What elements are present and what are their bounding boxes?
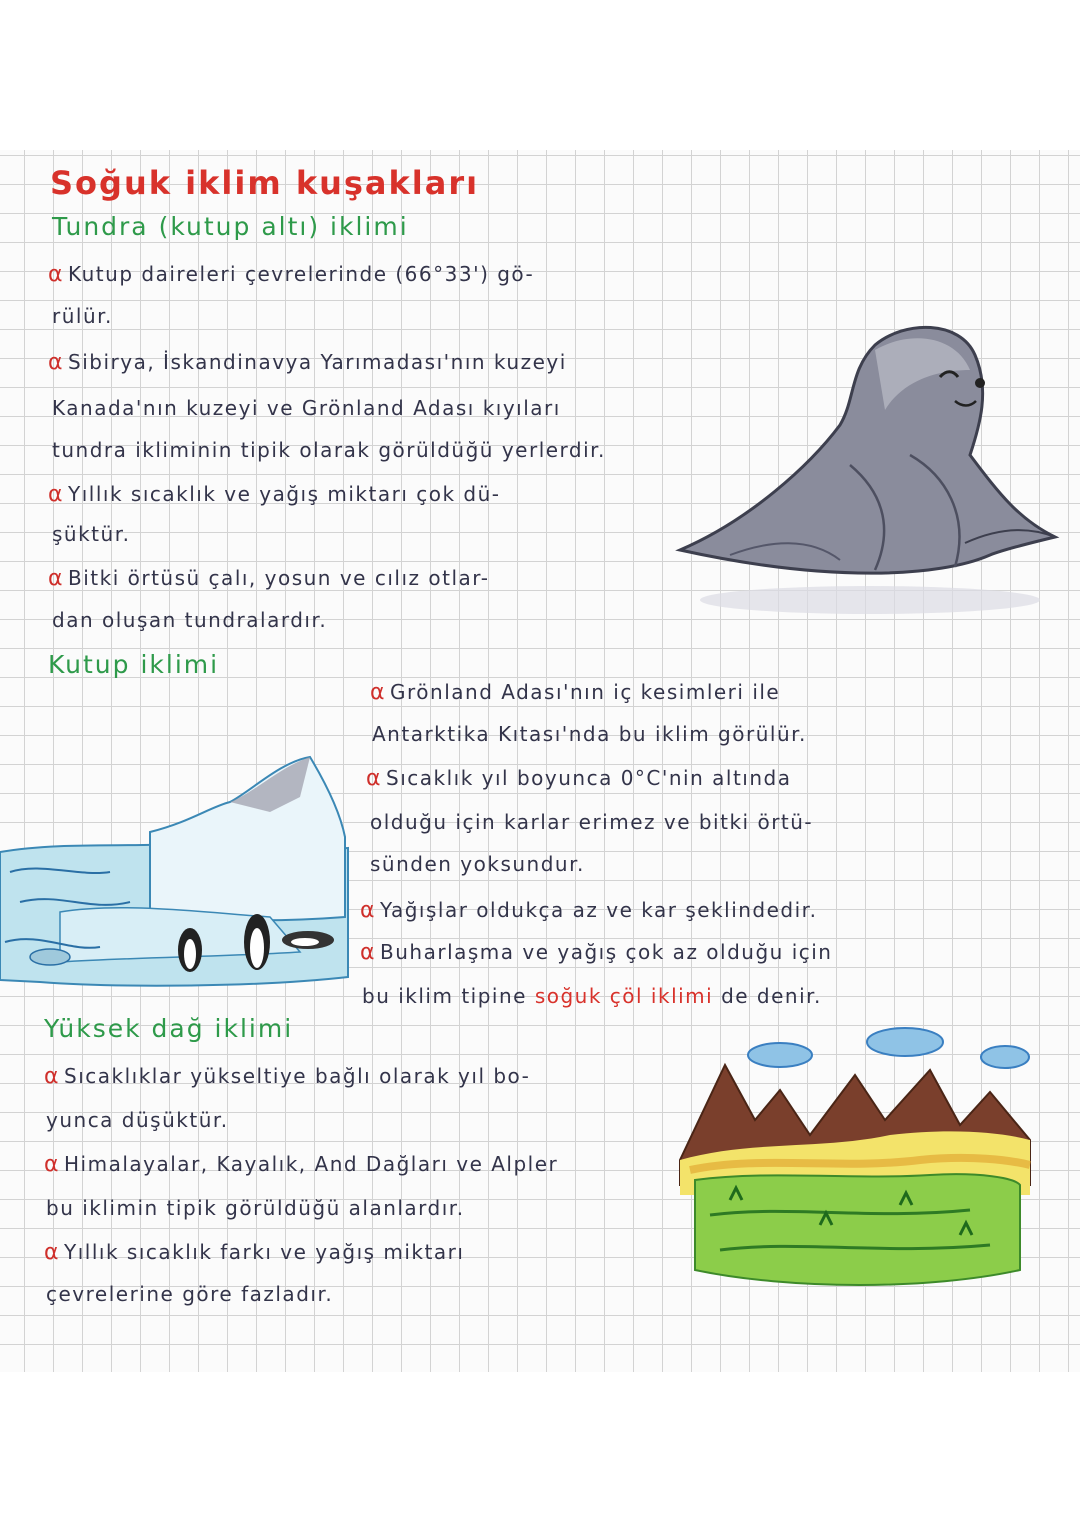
- tundra-line: rülür.: [52, 304, 113, 328]
- tundra-line: dan oluşan tundralardır.: [52, 608, 328, 632]
- penguin-icon: [178, 928, 202, 972]
- iceberg-penguins-drawing: [0, 752, 350, 992]
- cloud-icon: [748, 1043, 812, 1067]
- bullet-icon: α: [48, 262, 65, 287]
- seal-icon: [282, 931, 334, 949]
- kutup-line: α Grönland Adası'nın iç kesimleri ile: [370, 680, 781, 705]
- cloud-icon: [981, 1046, 1029, 1068]
- kutup-line: α Buharlaşma ve yağış çok az olduğu için: [360, 940, 833, 965]
- tundra-line: Kanada'nın kuzeyi ve Grönland Adası kıyıları: [52, 396, 561, 420]
- tundra-line: α Bitki örtüsü çalı, yosun ve cılız otlar-: [48, 566, 490, 591]
- bullet-icon: α: [48, 482, 65, 507]
- kutup-line: olduğu için karlar erimez ve bitki örtü-: [370, 810, 814, 834]
- kutup-heading: Kutup iklimi: [48, 650, 220, 679]
- dag-line: çevrelerine göre fazladır.: [46, 1282, 334, 1306]
- bullet-icon: α: [44, 1064, 61, 1089]
- penguin-icon: [244, 914, 270, 970]
- dag-line: bu iklimin tipik görüldüğü alanlardır.: [46, 1196, 465, 1220]
- dag-heading: Yüksek dağ iklimi: [44, 1014, 294, 1043]
- dag-line: α Himalayalar, Kayalık, And Dağları ve Alpler: [44, 1152, 559, 1177]
- cloud-icon: [867, 1028, 943, 1056]
- tundra-line: şüktür.: [52, 522, 131, 546]
- dag-line: α Yıllık sıcaklık farkı ve yağış miktarı: [44, 1240, 465, 1265]
- highlight-term: soğuk çöl iklimi: [534, 984, 714, 1008]
- mountains-drawing: [670, 1020, 1040, 1310]
- kutup-line: α Yağışlar oldukça az ve kar şeklindedir.: [360, 898, 818, 923]
- bullet-icon: α: [370, 680, 387, 705]
- bullet-icon: α: [360, 898, 377, 923]
- bullet-icon: α: [44, 1240, 61, 1265]
- tundra-line: α Yıllık sıcaklık ve yağış miktarı çok dü-: [48, 482, 501, 507]
- bullet-icon: α: [48, 350, 65, 375]
- tundra-line: tundra ikliminin tipik olarak görüldüğü yerlerdir.: [52, 438, 606, 462]
- page-title: Soğuk iklim kuşakları: [50, 164, 480, 202]
- kutup-line: sünden yoksundur.: [370, 852, 585, 876]
- bullet-icon: α: [48, 566, 65, 591]
- bullet-icon: α: [44, 1152, 61, 1177]
- dag-line: α Sıcaklıklar yükseltiye bağlı olarak yıl bo-: [44, 1064, 531, 1089]
- kutup-line: α Sıcaklık yıl boyunca 0°C'nin altında: [366, 766, 792, 791]
- tundra-heading: Tundra (kutup altı) iklimi: [52, 212, 409, 241]
- bullet-icon: α: [366, 766, 383, 791]
- seal-drawing: [670, 315, 1060, 625]
- tundra-line: α Kutup daireleri çevrelerinde (66°33') gö-: [48, 262, 535, 287]
- kutup-line: bu iklim tipine soğuk çöl iklimi de denir.: [362, 984, 822, 1008]
- tundra-line: α Sibirya, İskandinavya Yarımadası'nın kuzeyi: [48, 350, 567, 375]
- kutup-line: Antarktika Kıtası'nda bu iklim görülür.: [372, 722, 807, 746]
- bullet-icon: α: [360, 940, 377, 965]
- dag-line: yunca düşüktür.: [46, 1108, 229, 1132]
